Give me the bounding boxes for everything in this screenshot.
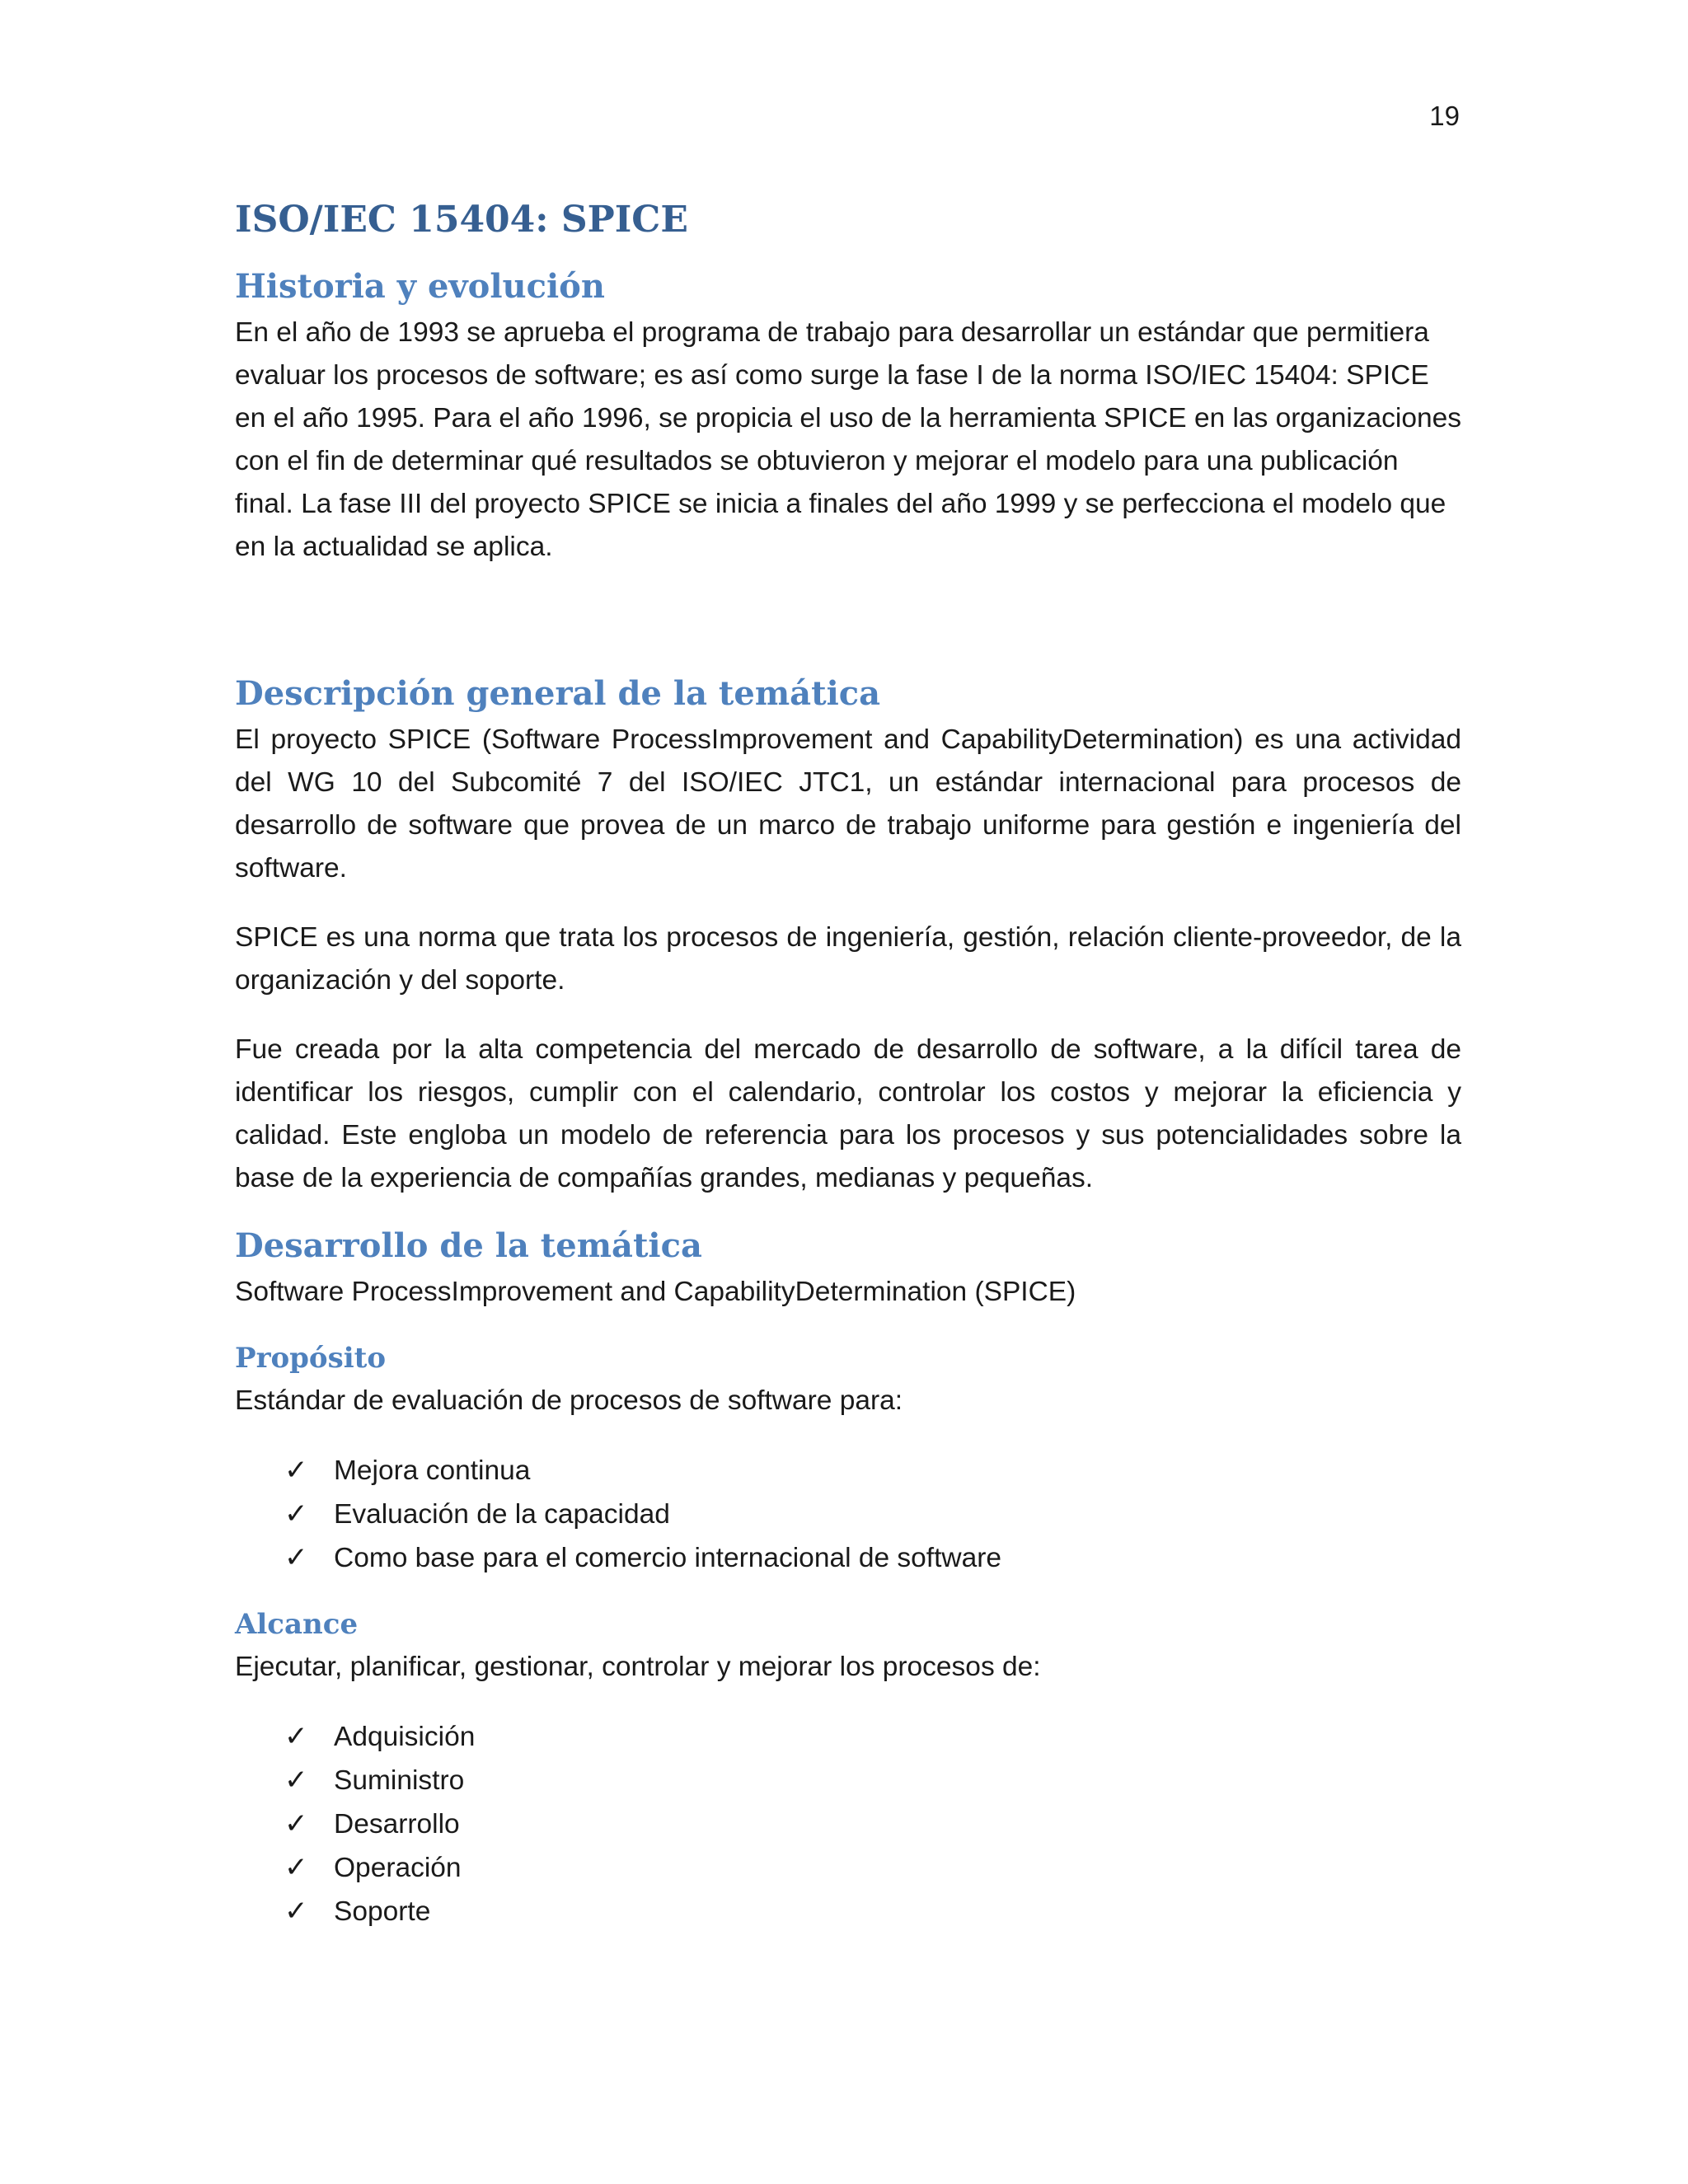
proposito-list: [235, 1449, 1461, 1580]
page-title: ISO/IEC 15404: SPICE: [235, 199, 688, 241]
list-item-label: Adquisición: [334, 1722, 476, 1752]
list-item: [284, 1890, 1461, 1933]
list-item: [284, 1846, 1461, 1890]
list-item-label: Operación: [334, 1853, 462, 1883]
check-icon: ✓: [284, 1807, 308, 1840]
paragraph-descripcion-2: SPICE es una norma que trata los procesos de ingeniería, gestión, relación cliente-proveedor, de la organización y del soporte.: [235, 922, 1461, 996]
heading-desarrollo: Desarrollo de la temática: [235, 1226, 702, 1265]
check-icon: ✓: [284, 1454, 308, 1487]
paragraph-descripcion-1: El proyecto SPICE (Software ProcessImprovement and CapabilityDetermination) es una actividad del WG 10 del Subcomité 7 del ISO/IEC JTC1, un estándar internacional para procesos de desarrollo de software que provea de un marco de trabajo uniforme para gestión e ingeniería del software.: [235, 724, 1461, 883]
paragraph-descripcion-3: Fue creada por la alta competencia del mercado de desarrollo de software, a la difícil tarea de identificar los riesgos, cumplir con el calendario, controlar los costos y mejorar la eficiencia y calidad. Este engloba un modelo de referencia para los procesos y sus potencialidades sobre la base de la experiencia de compañías grandes, medianas y pequeñas.: [235, 1034, 1461, 1193]
paragraph-desarrollo: Software ProcessImprovement and CapabilityDetermination (SPICE): [235, 1277, 1076, 1307]
heading-descripcion: Descripción general de la temática: [235, 674, 881, 713]
paragraph-proposito-intro: Estándar de evaluación de procesos de software para:: [235, 1385, 903, 1416]
check-icon: ✓: [284, 1720, 308, 1753]
list-item-label: Soporte: [334, 1896, 431, 1927]
paragraph-alcance-intro: Ejecutar, planificar, gestionar, controlar y mejorar los procesos de:: [235, 1652, 1041, 1682]
heading-proposito: Propósito: [235, 1342, 387, 1375]
paragraph-historia: En el año de 1993 se aprueba el programa de trabajo para desarrollar un estándar que permitiera evaluar los procesos de software; es así como surge la fase I de la norma ISO/IEC 15404: SPICE en el año 1995. Para el año 1996, se propicia el uso de la herramienta SPICE en las organizaciones con el fin de determinar qué resultados se obtuvieron y mejorar el modelo para una publicación final. La fase III del proyecto SPICE se inicia a finales del año 1999 y se perfecciona el modelo que en la actualidad se aplica.: [235, 317, 1461, 562]
list-item: [284, 1493, 1461, 1536]
check-icon: ✓: [284, 1851, 308, 1884]
list-item-label: Suministro: [334, 1765, 465, 1796]
list-item-label: Desarrollo: [334, 1809, 460, 1840]
document-body: [235, 190, 1461, 1933]
list-item-label: Mejora continua: [334, 1455, 531, 1486]
page-number: 19: [1429, 101, 1460, 131]
check-icon: ✓: [284, 1541, 308, 1574]
list-item: [284, 1802, 1461, 1846]
list-item: [284, 1536, 1461, 1580]
list-item-label: Evaluación de la capacidad: [334, 1499, 670, 1530]
list-item: [284, 1449, 1461, 1493]
check-icon: ✓: [284, 1497, 308, 1530]
heading-alcance: Alcance: [235, 1608, 359, 1641]
check-icon: ✓: [284, 1764, 308, 1797]
list-item-label: Como base para el comercio internacional de software: [334, 1543, 1002, 1573]
alcance-list: [235, 1715, 1461, 1933]
check-icon: ✓: [284, 1895, 308, 1928]
list-item: [284, 1759, 1461, 1802]
heading-historia: Historia y evolución: [235, 267, 605, 306]
list-item: [284, 1715, 1461, 1759]
